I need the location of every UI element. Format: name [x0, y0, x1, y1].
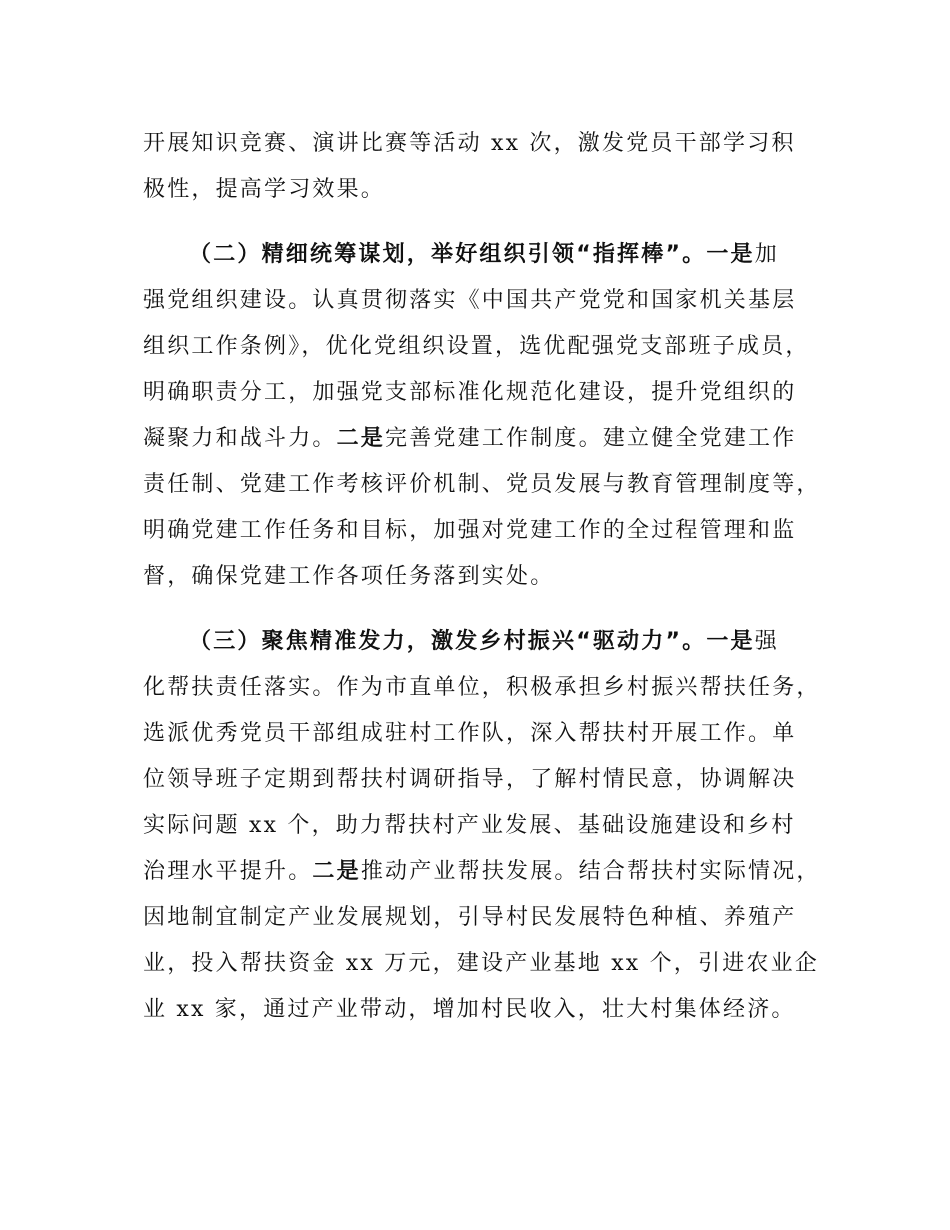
text-line: 选派优秀党员干部组成驻村工作队，深入帮扶村开展工作。单	[143, 721, 797, 746]
text-run: 强	[754, 629, 779, 654]
text-line: 明确职责分工，加强党支部标准化规范化建设，提升党组织的	[143, 380, 797, 405]
paragraph-2	[143, 232, 833, 600]
paragraph-2-first-line	[143, 232, 833, 278]
text-line: 因地制宜制定产业发展规划，引导村民发展特色种植、养殖产	[143, 905, 797, 930]
text-line: 业 xx 家，通过产业带动，增加村民收入，壮大村集体经济。	[143, 997, 796, 1022]
text-line	[143, 416, 833, 462]
text-run: 完善党建工作制度。建立健全党建工作	[385, 426, 797, 451]
text-line: 组织工作条例》，优化党组织设置，选优配强党支部班子成员，	[143, 334, 810, 359]
text-line: 责任制、党建工作考核评价机制、党员发展与教育管理制度等，	[143, 472, 821, 497]
section-heading: （三）聚焦精准发力，激发乡村振兴“驱动力”。	[189, 629, 707, 654]
paragraph-3	[143, 619, 833, 1033]
text-line: 化帮扶责任落实。作为市直单位，积极承担乡村振兴帮扶任务，	[143, 675, 821, 700]
text-line: 强党组织建设。认真贯彻落实《中国共产党党和国家机关基层	[143, 288, 797, 313]
paragraph-3-first-line	[143, 619, 833, 665]
point-marker: 一是	[706, 629, 755, 654]
text-line: 开展知识竞赛、演讲比赛等活动 xx 次，激发党员干部学习积	[143, 131, 796, 156]
section-heading: （二）精细统筹谋划，举好组织引领“指挥棒”。	[189, 242, 707, 267]
text-line: 实际问题 xx 个，助力帮扶村产业发展、基础设施建设和乡村	[143, 813, 796, 838]
text-line	[143, 849, 833, 895]
text-line: 业，投入帮扶资金 xx 万元，建设产业基地 xx 个，引进农业企	[143, 951, 820, 976]
paragraph-1	[143, 121, 833, 213]
text-run: 凝聚力和战斗力。	[143, 426, 337, 451]
point-marker: 二是	[336, 426, 386, 451]
text-line: 位领导班子定期到帮扶村调研指导，了解村情民意，协调解决	[143, 767, 797, 792]
text-line: 明确党建工作任务和目标，加强对党建工作的全过程管理和监	[143, 518, 797, 543]
text-line: 督，确保党建工作各项任务落到实处。	[143, 564, 555, 589]
text-run: 加	[754, 242, 779, 267]
text-line: 极性，提高学习效果。	[143, 177, 386, 202]
point-marker: 一是	[706, 242, 755, 267]
text-run: 治理水平提升。	[143, 859, 313, 884]
document-body	[143, 121, 833, 1033]
text-run: 推动产业帮扶发展。结合帮扶村实际情况，	[360, 859, 821, 884]
point-marker: 二是	[312, 859, 361, 884]
